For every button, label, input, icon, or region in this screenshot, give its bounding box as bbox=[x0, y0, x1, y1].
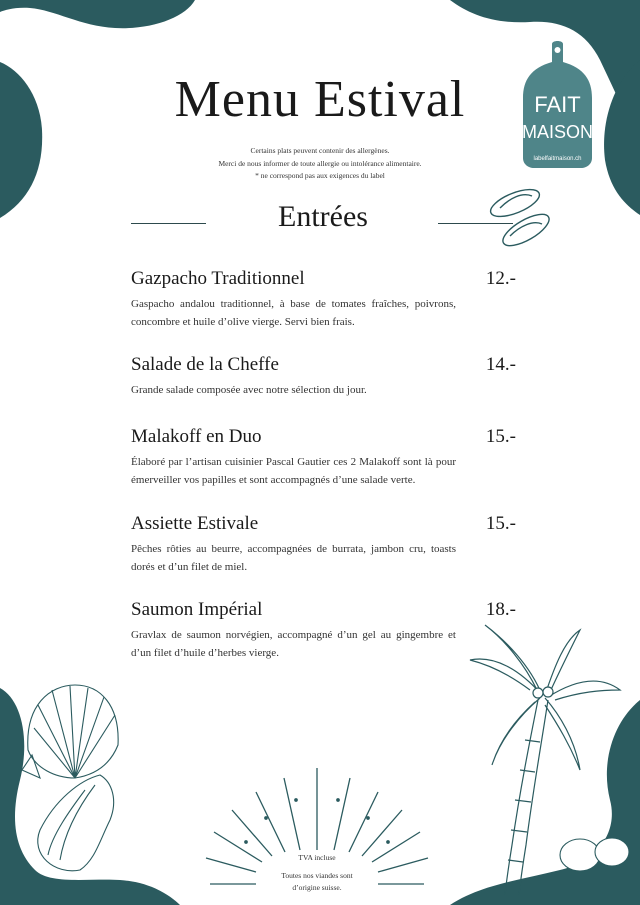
item-name: Saumon Impérial bbox=[131, 599, 263, 620]
footer-line: Toutes nos viandes sont bbox=[281, 870, 353, 880]
badge-line2: MAISON bbox=[521, 122, 594, 142]
item-price: 14.- bbox=[485, 354, 516, 375]
badge-url: labelfaitmaison.ch bbox=[533, 156, 582, 162]
allergen-notes bbox=[170, 145, 470, 183]
item-description: Élaboré par l’artisan cuisinier Pascal Gautier ces 2 Malakoff sont là pour émerveiller vos papilles et sont accompagnés d’une salade verte. bbox=[131, 456, 456, 486]
item-description: Pêches rôties au beurre, accompagnées de burrata, jambon cru, toasts dorés et d’un filet de miel. bbox=[131, 543, 456, 573]
item-price: 18.- bbox=[485, 599, 516, 620]
blob-bottom-right bbox=[450, 700, 640, 905]
note-line: * ne correspond pas aux exigences du label bbox=[255, 171, 385, 180]
badge-line1: FAIT bbox=[534, 92, 581, 117]
item-name: Assiette Estivale bbox=[131, 513, 259, 534]
item-description: Gaspacho andalou traditionnel, à base de tomates fraîches, poivrons, concombre et huile d’olive vierge. Servi bien frais. bbox=[131, 298, 456, 328]
footer-line: TVA incluse bbox=[298, 853, 336, 862]
item-name: Malakoff en Duo bbox=[131, 426, 262, 447]
item-price: 15.- bbox=[485, 513, 516, 534]
section-title: Entrées bbox=[278, 200, 368, 233]
item-description: Grande salade composée avec notre sélection du jour. bbox=[131, 384, 367, 396]
footer-line: d’origine suisse. bbox=[292, 883, 342, 892]
item-description: Gravlax de saumon norvégien, accompagné d’un gel au gingembre et d’un filet d’huile d’herbes vierge. bbox=[131, 629, 456, 659]
item-name: Salade de la Cheffe bbox=[131, 354, 279, 375]
conch-icon bbox=[38, 775, 114, 871]
item-name: Gazpacho Traditionnel bbox=[131, 268, 305, 289]
note-line: Certains plats peuvent contenir des allergènes. bbox=[250, 146, 390, 155]
page-title: Menu Estival bbox=[174, 71, 466, 128]
item-price: 12.- bbox=[485, 268, 516, 289]
section-rule-right bbox=[438, 223, 513, 224]
flip-flops-icon bbox=[487, 184, 553, 252]
note-line: Merci de nous informer de toute allergie ou intolérance alimentaire. bbox=[218, 158, 422, 168]
blob-right-upper bbox=[604, 60, 640, 215]
blob-left-upper bbox=[0, 62, 42, 218]
item-price: 15.- bbox=[485, 426, 516, 447]
blob-top-left bbox=[0, 0, 195, 28]
seashell-icon bbox=[22, 685, 118, 778]
fait-maison-badge bbox=[522, 41, 593, 168]
section-rule-left bbox=[131, 223, 206, 224]
footer-note bbox=[262, 852, 372, 895]
